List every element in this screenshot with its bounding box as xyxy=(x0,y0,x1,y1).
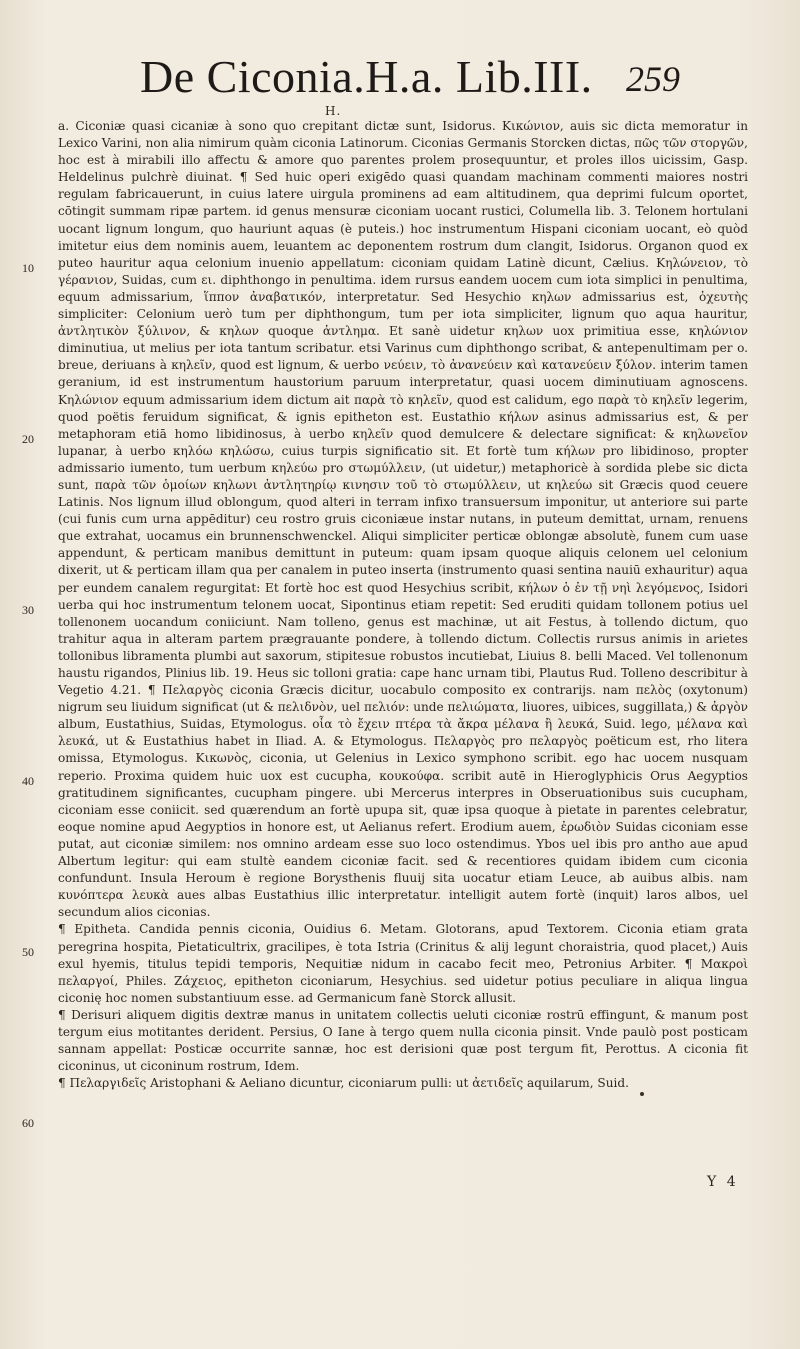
paragraph: ¶ Πελαργιδεῖς Aristophani & Aeliano dicuntur, ciconiarum pulli: ut ἀετιδεῖς aquilarum, Suid. xyxy=(58,1076,629,1091)
body-text xyxy=(58,118,748,1092)
paragraph: ¶ Epitheta. Candida pennis ciconia, Ouidius 6. Metam. Glotorans, apud Textorem. Ciconia etiam grata peregrina hospita, Pietaticultrix, gracilipes, è tota Istria (Crinitus & alij legunt choraistria, quod placet,) Auis exul hyemis, titulus tepidi temporis, Nequitiæ nidum in cacabo fecit meo, Petronius Arbiter. ¶ Μακροὶ πελαργοί, Philes. Ζάχειος, epitheton ciconiarum, Hesychius. sed uidetur potius peculiare in aliqua lingua ciconię hoc nomen substantiuum esse. ad Germanicum fanè Storck allusit. xyxy=(58,922,748,1005)
margin-line-number: 30 xyxy=(22,603,34,617)
paragraph: a. Ciconiæ quasi cicaniæ à sono quo crepitant dictæ sunt, Isidorus. Κικώνιον, auis sic dicta memoratur in Lexico Varini, non alia nimirum quàm ciconia Latinorum. Ciconias Germanis Storcken dictas, πῶς τῶν στοργῶν, hoc est à mirabili illo affectu & amore quo parentes prolem prosequuntur, et proles illos uicissim, Gasp. Heldelinus pulchrè diuinat. ¶ Sed huic operi exigēdo quasi quandam machinam commenti maiores nostri regulam fabricauerunt, in cuius latere uirgula prominens ad eam altitudinem, qua deprimi fulcum oportet, cōtingit summam ripæ partem. id genus mensuræ ciconiam uocant rustici, Columella lib. 3. Telonem hortulani uocant lignum longum, quo hauriunt aquas (è puteis.) hoc instrumentum Hispani ciconiam uocant, eò quòd imitetur eius dem nominis auem, leuantem ac deponentem rostrum dum clangit, Isidorus. Organon quod ex puteo hauritur aqua celonium inuenio appellatum: ciconiam quidam Latinè dicunt, Cælius. Κηλώνειον, τὸ γέρανιον, Suidas, cum ει. diphthongo in penultima. idem rursus eandem uocem cum iota simplici in penultima, equum admissarium, ἵππον ἀναβατικόν, interpretatur. Sed Hesychio κηλων admissarius est, ὀχευτὴς simpliciter: Celonium uerò tum per diphthongum, tum per iota simpliciter, lignum quo aqua hauritur, ἀντλητικὸν ξύλινον, & κηλων quoque ἀντλημα. Et sanè uidetur κηλων uox primitiua esse, κηλώνιον diminutiua, ut melius per iota tantum scribatur. etsi Varinus cum diphthongo scribat, & antepenultimam per o. breue, deriuans à κηλεῖν, quod est lignum, & uerbo νεύειν, τὸ ἀνανεύειν καὶ κατανεύειν ξύλον. interim tamen geranium, id est instrumentum haustorium paruum interpretatur, quasi uocem diminutiuam agnoscens. Κηλώνιον equum admissarium idem dictum ait παρὰ τὸ κηλεῖν, quod est calidum, ego παρὰ τὸ κηλεῖν legerim, quod poëtis feruidum significat, & ignis epitheton est. Eustathio κήλων asinus admissarius est, & per metaphoram etiā homo libidinosus, à uerbo κηλεῖν quod demulcere & delectare significat: & κηλωνεῖον lupanar, à uerbo κηλόω κηλώσω, cuius turpis significatio sit. Et fortè tum κήλων pro libidinoso, propter admissario iumento, tum uerbum κηλεύω pro στωμύλλειν, (ut uidetur,) metaphoricè à sordida plebe sic dicta sunt, παρὰ τῶν ὁμοίων κηλωνι ἀντλητηρίῳ κινησιν τοῦ τὸ στωμύλλειν, ut κηλεύω sit Græcis quod ceuere Latinis. Nos lignum illud oblongum, quod alteri in terram infixo transuersum imponitur, ut anteriore sui parte (cui funis cum urna appēditur) ceu rostro gruis ciconiæue instar nutans, in puteum demittat, urnam, renuens que extrahat, uocamus ein brunnenschwenckel. Aliqui simpliciter perticæ oblongæ absolutè, funem cum uase appendunt, & perticam manibus demittunt in puteum: quam ipsam quoque aliquis celonem uel celonium dixerit, ut & perticam illam qua per canalem in puteo inserta (instrumento quasi sentina nauiū exhauritur) aqua per eundem canalem regurgitat: Et fortè hoc est quod Hesychius scribit, κήλων ὁ ἐν τῇ νηὶ λεγόμενος, Isidori uerba qui hoc instrumentum telonem uocat, Sipontinus etiam repetit: Sed eruditi quidam tollonem potius uel tollenonem uocandum coniiciunt. Nam tolleno, genus est machinæ, ut ait Festus, à tollendo dictum, quo trahitur aqua in alteram partem prægrauante pondere, à tollendo dictum. Collectis rursus animis in arietes tollonibus libramenta plumbi aut saxorum, stipitesue robustos incutiebat, Liuius 8. belli Maced. Vel tollenonum haustu rigandos, Plinius lib. 19. Heus sic tolloni gratia: cape hanc urnam tibi, Plautus Rud. Tolleno describitur à Vegetio 4.21. ¶ Πελαργὸς ciconia Græcis dicitur, uocabulo composito ex contrarijs. nam πελὸς (oxytonum) nigrum seu liuidum significat (ut & πελιδνὸν, uel πελιόν: unde πελιώματα, liuores, uibices, suggillata,) & ἀργὸν album, Eustathius, Suidas, Etymologus. οἷα τὸ ἔχειν πτέρα τὰ ἄκρα μέλανα ἢ λευκά, Suid. lego, μέλανα καὶ λευκά, ut & Eustathius habet in Iliad. A. & Etymologus. Πελαργὸς pro πελαργὸς poëticum est, rho litera omissa, Etymologus. Κικωνὸς, ciconia, ut Gelenius in Lexico symphono scribit. ego hac uocem nusquam reperio. Proxima quidem huic uox est cucupha, κουκούφα. scribit autē in Hieroglyphicis Orus Aegyptios gratitudinem significantes, cucupham pingere. ubi Mercerus interpres in Obseruationibus suis cucupham, ciconiam esse coniicit. sed quærendum an fortè upupa sit, quæ ipsa quoque à pietate in parentes celebratur, eoque nomine apud Aegyptios in honore est, ut Aelianus refert. Erodium auem, ἐρωδιὸν Suidas ciconiam esse putat, aut ciconiæ similem: nos omnino ardeam esse suo loco ostendimus. Ybos uel ibis pro antho aue apud Albertum legitur: qui eam stultè eandem ciconiæ facit. sed & recentiores quidam ibidem cum ciconia confundunt. Insula Heroum è regione Borysthenis fluuij sita uocatur etiam Leuce, ab auibus albis. nam κυνόπτερα λευκὰ aues albas Eustathius illic interpretatur. intelligit autem fortè (inquit) laros albos, uel secundum alios ciconias. xyxy=(58,119,748,920)
ink-spot xyxy=(640,1092,644,1096)
margin-line-number: 50 xyxy=(22,945,34,959)
margin-line-number: 20 xyxy=(22,432,34,446)
margin-line-number: 60 xyxy=(22,1116,34,1130)
section-letter: H. xyxy=(325,104,342,118)
page-number: 259 xyxy=(626,59,680,99)
page-header xyxy=(140,50,680,110)
margin-line-number: 40 xyxy=(22,774,34,788)
signature-mark: Y 4 xyxy=(707,1174,739,1190)
margin-line-number: 10 xyxy=(22,261,34,275)
paragraph: ¶ Derisuri aliquem digitis dextræ manus in unitatem collectis ueluti ciconiæ rostrū effingunt, & manum post tergum eius motitantes derident. Persius, O Iane à tergo quem nulla ciconia pinsit. Vnde paulò post posticam sannam appellat: Posticæ occurrite sannæ, hoc est derisioni quæ post tergum fit, Perottus. A ciconia fit ciconinus, ut ciconinum rostrum, Idem. xyxy=(58,1007,748,1074)
running-title: De Ciconia.H.a. Lib.III. xyxy=(140,51,593,102)
